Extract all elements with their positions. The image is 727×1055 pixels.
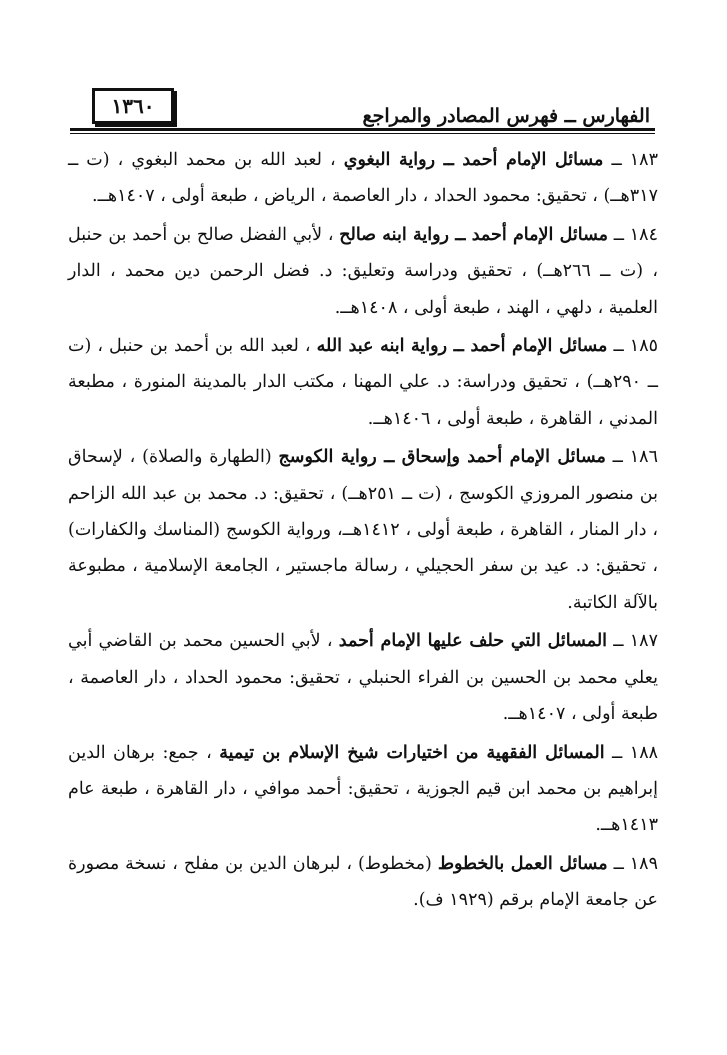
page-number: ١٣٦٠ xyxy=(92,88,174,124)
entry-number: ١٨٣ xyxy=(629,150,658,170)
entry-title: مسائل الإمام أحمد ــ رواية ابنه عبد الله xyxy=(316,336,608,357)
bibliography-entry: ١٨٦ ــ مسائل الإمام أحمد وإسحاق ــ رواية الكوسج (الطهارة والصلاة) ، لإسحاق بن منصور المروزي الكوسج ، (ت ــ ٢٥١هــ) ، تحقيق: د. محمد بن عبد الله الزاحم ، دار المنار ، القاهرة ، طبعة أولى ، ١٤١٢هــ، ورواية الكوسج (المناسك والكفارات) ، تحقيق: د. عيد بن سفر الحجيلي ، رسالة ماجستير ، الجامعة الإسلامية ، مطبوعة بالآلة الكاتبة. xyxy=(68,447,658,613)
entry-number: ١٨٨ xyxy=(629,742,658,763)
entry-number: ١٨٤ xyxy=(629,224,658,245)
bibliography-entry: ١٨٨ ــ المسائل الفقهية من اختيارات شيخ الإسلام بن تيمية ، جمع: برهان الدين إبراهيم بن محمد ابن قيم الجوزية ، تحقيق: أحمد موافي ، دار القاهرة ، طبعة عام ١٤١٣هــ. xyxy=(68,742,658,836)
entry-number: ١٨٧ xyxy=(629,631,658,652)
bibliography-entry: ١٨٤ ــ مسائل الإمام أحمد ــ رواية ابنه صالح ، لأبي الفضل صالح بن أحمد بن حنبل ، (ت ــ ٢٦٦هــ) ، تحقيق ودراسة وتعليق: د. فضل الرحمن دين محمد ، الدار العلمية ، دلهي ، الهند ، طبعة أولى ، ١٤٠٨هــ. xyxy=(68,224,658,318)
bibliography-entry: ١٨٩ ــ مسائل العمل بالخطوط (مخطوط) ، لبرهان الدين بن مفلح ، نسخة مصورة عن جامعة الإمام برقم (١٩٢٩ ف). xyxy=(68,853,658,911)
header-rule xyxy=(70,128,655,131)
entry-details: ، جمع: برهان الدين إبراهيم بن محمد ابن قيم الجوزية ، تحقيق: أحمد موافي ، دار القاهرة ، طبعة عام ١٤١٣هــ. xyxy=(68,742,658,836)
entry-details: ، لعبد الله بن محمد البغوي ، (ت ــ ٣١٧هــ) ، تحقيق: محمود الحداد ، دار العاصمة ، الرياض ، طبعة أولى ، ١٤٠٧هــ. xyxy=(68,150,658,207)
header-rule-thin xyxy=(70,133,655,134)
bibliography-entry: ١٨٧ ــ المسائل التي حلف عليها الإمام أحمد ، لأبي الحسين محمد بن القاضي أبي يعلي محمد بن الحسين بن الفراء الحنبلي ، تحقيق: محمود الحداد ، دار العاصمة ، طبعة أولى ، ١٤٠٧هــ. xyxy=(68,631,658,725)
entry-number: ١٨٦ xyxy=(629,447,658,468)
bibliography-entry: ١٨٣ ــ مسائل الإمام أحمد ــ رواية البغوي ، لعبد الله بن محمد البغوي ، (ت ــ ٣١٧هــ) ، تحقيق: محمود الحداد ، دار العاصمة ، الرياض ، طبعة أولى ، ١٤٠٧هــ. xyxy=(68,150,658,207)
running-title: الفهارس ــ فهرس المصادر والمراجع xyxy=(362,105,650,127)
entry-title: المسائل التي حلف عليها الإمام أحمد xyxy=(338,631,608,652)
entry-number: ١٨٥ xyxy=(629,336,658,357)
entry-details: (الطهارة والصلاة) ، لإسحاق بن منصور المروزي الكوسج ، (ت ــ ٢٥١هــ) ، تحقيق: د. محمد بن عبد الله الزاحم ، دار المنار ، القاهرة ، طبعة أولى ، ١٤١٢هــ، ورواية الكوسج (المناسك والكفارات) ، تحقيق: د. عيد بن سفر الحجيلي ، رسالة ماجستير ، الجامعة الإسلامية ، مطبوعة بالآلة الكاتبة. xyxy=(68,447,658,613)
entry-title: مسائل الإمام أحمد وإسحاق ــ رواية الكوسج xyxy=(278,447,606,468)
entry-details: ، لعبد الله بن أحمد بن حنبل ، (ت ــ ٢٩٠هــ) ، تحقيق ودراسة: د. علي المهنا ، مكتب الدار بالمدينة المنورة ، مطبعة المدني ، القاهرة ، طبعة أولى ، ١٤٠٦هــ. xyxy=(68,336,658,429)
entry-number: ١٨٩ xyxy=(629,853,658,874)
entry-title: المسائل الفقهية من اختيارات شيخ الإسلام بن تيمية xyxy=(219,742,605,763)
entry-details: ، لأبي الحسين محمد بن القاضي أبي يعلي محمد بن الحسين بن الفراء الحنبلي ، تحقيق: محمود الحداد ، دار العاصمة ، طبعة أولى ، ١٤٠٧هــ. xyxy=(68,631,658,725)
entry-title: مسائل العمل بالخطوط xyxy=(437,853,608,874)
entry-title: مسائل الإمام أحمد ــ رواية ابنه صالح xyxy=(339,224,609,245)
entry-details: (مخطوط) ، لبرهان الدين بن مفلح ، نسخة مصورة عن جامعة الإمام برقم (١٩٢٩ ف). xyxy=(68,853,658,911)
entry-details: ، لأبي الفضل صالح بن أحمد بن حنبل ، (ت ــ ٢٦٦هــ) ، تحقيق ودراسة وتعليق: د. فضل الرحمن دين محمد ، الدار العلمية ، دلهي ، الهند ، طبعة أولى ، ١٤٠٨هــ. xyxy=(68,224,658,318)
bibliography-list xyxy=(68,142,658,921)
bibliography-entry: ١٨٥ ــ مسائل الإمام أحمد ــ رواية ابنه عبد الله ، لعبد الله بن أحمد بن حنبل ، (ت ــ ٢٩٠هــ) ، تحقيق ودراسة: د. علي المهنا ، مكتب الدار بالمدينة المنورة ، مطبعة المدني ، القاهرة ، طبعة أولى ، ١٤٠٦هــ. xyxy=(68,336,658,429)
entry-title: مسائل الإمام أحمد ــ رواية البغوي xyxy=(343,150,604,170)
